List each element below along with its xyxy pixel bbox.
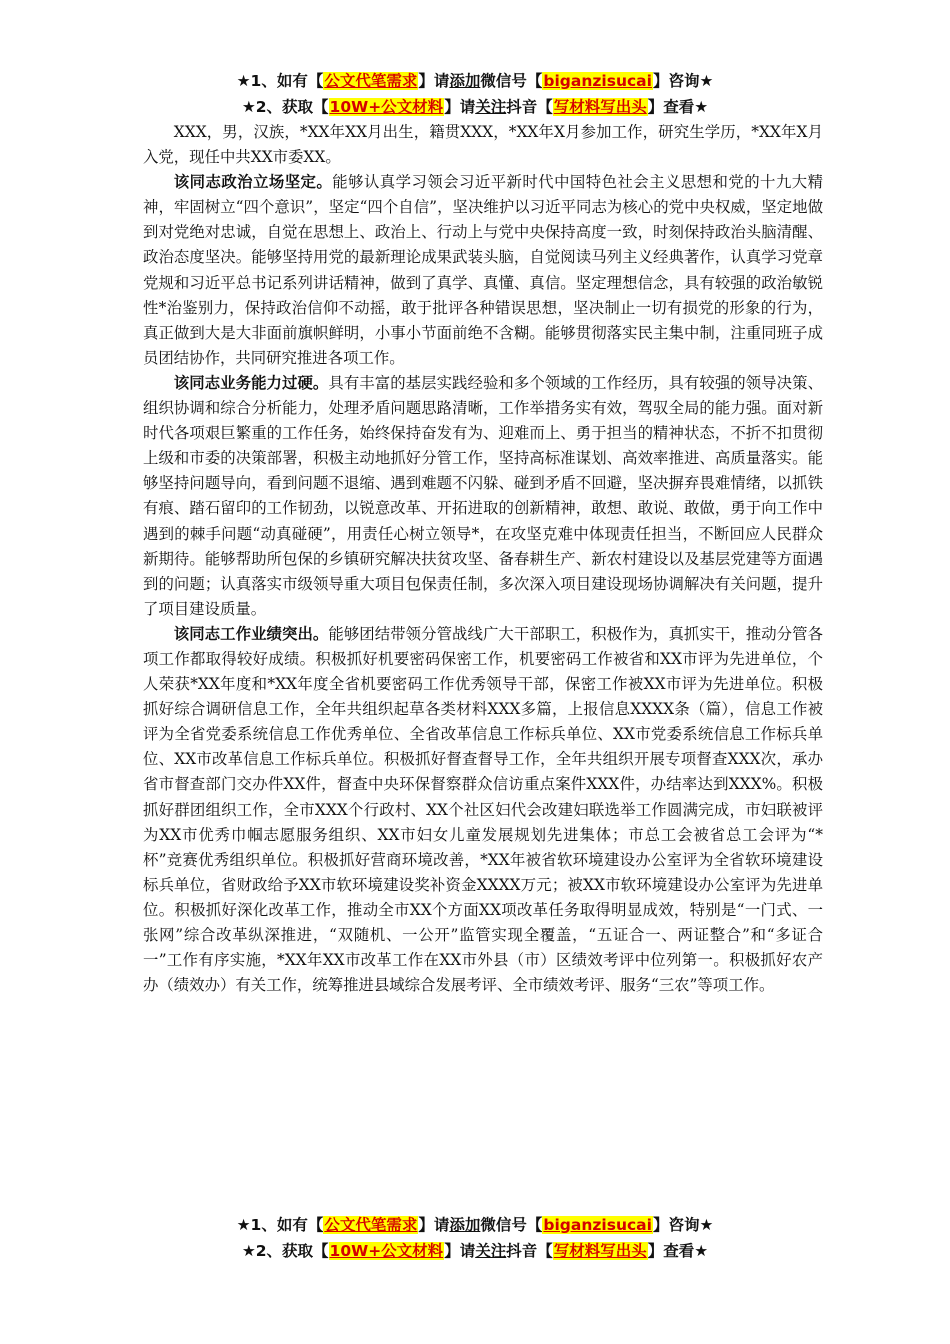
promo-banner-bottom — [140, 1212, 810, 1264]
promo-text: 】请 — [418, 72, 450, 90]
promo-line-2 — [140, 94, 810, 120]
section-lead: 该同志政治立场坚定。 — [173, 173, 333, 192]
highlight-douyin-account: 写材料写出头 — [553, 98, 647, 116]
highlight-materials: 10W+公文材料 — [329, 98, 444, 116]
promo-text: 抖音【 — [506, 1242, 553, 1260]
promo-text: 】查看★ — [647, 98, 709, 116]
section-lead: 该同志业务能力过硬。 — [173, 373, 329, 392]
highlight-douyin-account: 写材料写出头 — [553, 1242, 647, 1260]
promo-text: ★2、获取【 — [241, 1242, 329, 1260]
section-text: 具有丰富的基层实践经验和多个领域的工作经历，具有较强的领导决策、组织协调和综合分析能力，处理矛盾问题思路清晰，工作举措务实有效，驾驭全局的能力强。面对新时代各项艰巨繁重的工作任务，始终保持奋发有为、迎难而上、勇于担当的精神状态，不折不扣贯彻上级和市委的决策部署，积极主动地抓好分管工作，坚持高标准谋划、高效率推进、高质量落实。能够坚持问题导向，看到问题不退缩、遇到难题不闪躲、碰到矛盾不回避，坚决摒弃畏难情绪，以抓铁有痕、踏石留印的工作韧劲，以锐意改革、开拓进取的创新精神，敢想、敢说、敢做，勇于向工作中遇到的棘手问题“动真碰硬”，用责任心树立领导*，在攻坚克难中体现责任担当，不断回应人民群众新期待。能够帮助所包保的乡镇研究解决扶贫攻坚、备春耕生产、新农村建设以及基层党建等方面遇到的问题；认真落实市级领导重大项目包保责任制，多次深入项目建设现场协调解决有关问题，提升了项目建设质量。 — [143, 373, 823, 618]
promo-text: 】请 — [444, 98, 476, 116]
promo-text: 】咨询★ — [652, 72, 714, 90]
promo-emphasis: 关注 — [475, 1242, 507, 1260]
promo-line-1 — [140, 1212, 810, 1238]
promo-line-1 — [140, 68, 810, 94]
section-ability — [143, 371, 823, 622]
section-political — [143, 170, 823, 371]
promo-line-2 — [140, 1238, 810, 1264]
promo-emphasis: 关注 — [475, 98, 507, 116]
section-text: 能够团结带领分管战线广大干部职工，积极作为，真抓实干，推动分管各项工作都取得较好成绩。积极抓好机要密码保密工作，机要密码工作被省和XX市评为先进单位，个人荣获*XX年度和*XX年度全省机要密码工作优秀领导干部，保密工作被XX市评为先进单位。积极抓好综合调研信息工作，全年共组织起草各类材料XXX多篇，上报信息XXXX条（篇），信息工作被评为全省党委系统信息工作优秀单位、全省改革信息工作标兵单位、XX市党委系统信息工作标兵单位、XX市改革信息工作标兵单位。积极抓好督查督导工作，全年共组织开展专项督查XXX次，承办省市督查部门交办件XX件，督查中央环保督察群众信访重点案件XXX件，办结率达到XXX%。积极抓好群团组织工作，全市XXX个行政村、XX个社区妇代会改建妇联选举工作圆满完成，市妇联被评为XX市优秀巾帼志愿服务组织、XX市妇女儿童发展规划先进集体；市总工会被省总工会评为“*杯”竞赛优秀组织单位。积极抓好营商环境改善，*XX年被省软环境建设办公室评为全省软环境建设标兵单位，省财政给予XX市软环境建设奖补资金XXXX万元；被XX市软环境建设办公室评为先进单位。积极抓好深化改革工作，推动全市XX个方面XX项改革任务取得明显成效，特别是“一门式、一张网”综合改革纵深推进，“双随机、一公开”监管实现全覆盖，“五证合一、两证整合”和“多证合一”工作有序实施，*XX年XX市改革工作在XX市外县（市）区绩效考评中位列第一。积极抓好农产办（绩效办）有关工作，统筹推进县域综合发展考评、全市绩效考评、服务“三农”等项工作。 — [143, 624, 823, 995]
promo-text: ★1、如有【 — [236, 1216, 324, 1234]
section-lead: 该同志工作业绩突出。 — [173, 624, 329, 643]
promo-text: 微信号【 — [480, 1216, 543, 1234]
promo-emphasis: 添加 — [449, 1216, 481, 1234]
document-body — [143, 120, 823, 998]
highlight-service: 公文代笔需求 — [324, 72, 418, 90]
promo-text: 】请 — [418, 1216, 450, 1234]
promo-text: 】咨询★ — [652, 1216, 714, 1234]
promo-text: ★2、获取【 — [241, 98, 329, 116]
promo-emphasis: 添加 — [449, 72, 481, 90]
section-performance — [143, 622, 823, 998]
promo-text: 抖音【 — [506, 98, 553, 116]
highlight-service: 公文代笔需求 — [324, 1216, 418, 1234]
promo-text: 微信号【 — [480, 72, 543, 90]
promo-text: 】查看★ — [647, 1242, 709, 1260]
promo-text: 】请 — [444, 1242, 476, 1260]
highlight-wechat-id: biganzisucai — [543, 72, 652, 90]
highlight-materials: 10W+公文材料 — [329, 1242, 444, 1260]
highlight-wechat-id: biganzisucai — [543, 1216, 652, 1234]
promo-banner-top — [140, 68, 810, 120]
section-text: 能够认真学习领会习近平新时代中国特色社会主义思想和党的十九大精神，牢固树立“四个意识”，坚定“四个自信”，坚决维护以习近平同志为核心的党中央权威，坚定地做到对党绝对忠诚，自觉在思想上、政治上、行动上与党中央保持高度一致，时刻保持政治头脑清醒、政治态度坚决。能够坚持用党的最新理论成果武装头脑，自觉阅读马列主义经典著作，认真学习党章党规和习近平总书记系列讲话精神，做到了真学、真懂、真信。坚定理想信念，具有较强的政治敏锐性*治鉴别力，保持政治信仰不动摇，敢于批评各种错误思想，坚决制止一切有损党的形象的行为，真正做到大是大非面前旗帜鲜明，小事小节面前绝不含糊。能够贯彻落实民主集中制，注重同班子成员团结协作，共同研究推进各项工作。 — [143, 173, 823, 367]
promo-text: ★1、如有【 — [236, 72, 324, 90]
profile-paragraph: XXX，男，汉族，*XX年XX月出生，籍贯XXX，*XX年X月参加工作，研究生学历，*XX年X月入党，现任中共XX市委XX。 — [143, 123, 823, 167]
